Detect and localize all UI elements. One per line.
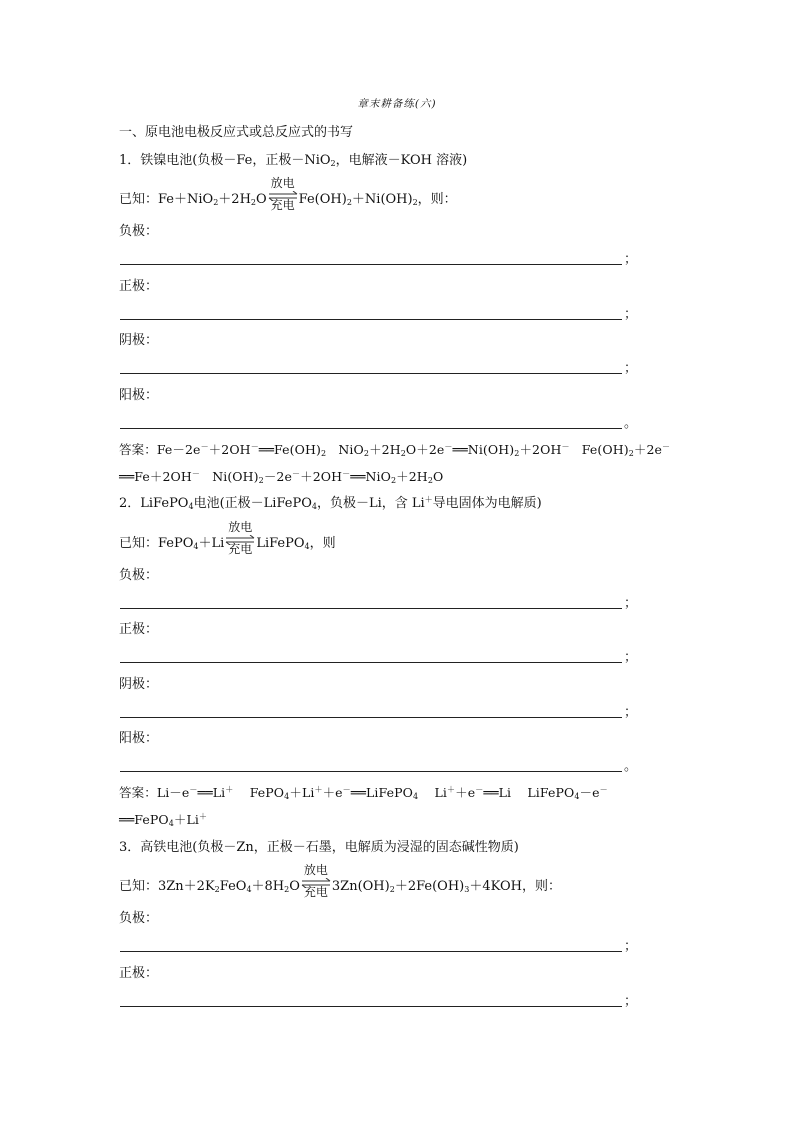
answer-blank[interactable] — [120, 373, 622, 374]
period: 。 — [624, 416, 638, 431]
section-heading: 一、原电池电极反应式或总反应式的书写 — [119, 125, 354, 140]
answer-blank[interactable] — [120, 717, 622, 718]
semicolon: ； — [624, 939, 638, 954]
q1-label-negative: 负极： — [119, 224, 159, 239]
answer-blank[interactable] — [120, 428, 622, 429]
reversible-arrow: 放电 充电 — [270, 176, 295, 212]
q1-answer-line2: ══Fe＋2OH－ $Ni(OH)_2-2e^-+2OH^-══NiO_2+2H_2O$ — [119, 469, 444, 485]
semicolon: ； — [624, 994, 638, 1009]
semicolon: ； — [624, 252, 638, 267]
q3-known-equation: 已知：$3Zn+2K_2FeO_4+8H_2O$ 放电 充电 $3Zn(OH)_2+2Fe(OH)_3+4KOH$，则： — [119, 863, 561, 899]
reversible-arrow: 放电 充电 — [228, 520, 253, 556]
q2-known-equation: 已知：FePO$_4$＋Li 放电 充电 LiFePO$_4$，则 — [119, 520, 336, 556]
answer-blank[interactable] — [120, 771, 622, 772]
q1-heading: 1．铁镍电池(负极－Fe，正极－NiO$_2$，电解液－KOH 溶液) — [119, 153, 468, 168]
semicolon: ； — [624, 307, 638, 322]
q1-label-anode: 阳极： — [119, 388, 159, 403]
answer-blank[interactable] — [120, 951, 622, 952]
semicolon: ； — [624, 361, 638, 376]
answer-blank[interactable] — [120, 264, 622, 265]
q1-known-equation: 已知：$Fe+NiO_2+2H_2O$ 放电 充电 $Fe(OH)_2+Ni(OH)_2$，则： — [119, 176, 457, 212]
page-title: 章末耕备练(六) — [357, 98, 437, 110]
q3-label-negative: 负极： — [119, 911, 159, 926]
semicolon: ； — [624, 650, 638, 665]
answer-blank[interactable] — [120, 608, 622, 609]
q2-answer-line2: ══FePO$_4$＋Li＋ — [119, 812, 208, 828]
q3-heading: 3．高铁电池(负极－Zn，正极－石墨，电解质为浸湿的固态碱性物质) — [119, 840, 519, 855]
q1-answer-line1: 答案：$Fe-2e^-+2OH^-══Fe(OH)_2$ $NiO_2+2H_2O+2e^-══Ni(OH)_2+2OH^-$ $Fe(OH)_2+2e^-$ — [119, 442, 671, 458]
answer-blank[interactable] — [120, 1006, 622, 1007]
answer-blank[interactable] — [120, 662, 622, 663]
q2-heading: 2．LiFePO$_4$电池(正极－LiFePO$_4$，负极－Li，含 Li＋导电固体为电解质) — [119, 495, 542, 511]
semicolon: ； — [624, 705, 638, 720]
q2-label-positive: 正极： — [119, 622, 159, 637]
reversible-arrow: 放电 充电 — [303, 863, 328, 899]
q2-label-anode: 阳极： — [119, 731, 159, 746]
q2-label-cathode: 阴极： — [119, 677, 159, 692]
q2-label-negative: 负极： — [119, 568, 159, 583]
q1-label-positive: 正极： — [119, 279, 159, 294]
q1-label-cathode: 阴极： — [119, 333, 159, 348]
answer-blank[interactable] — [120, 319, 622, 320]
semicolon: ； — [624, 596, 638, 611]
q3-label-positive: 正极： — [119, 966, 159, 981]
q2-answer-line1: 答案：Li－e－══Li＋ FePO$_4$＋Li＋＋e－══LiFePO$_4$ Li＋＋e－══Li LiFePO$_4$－e－ — [119, 785, 608, 801]
period: 。 — [624, 759, 638, 774]
